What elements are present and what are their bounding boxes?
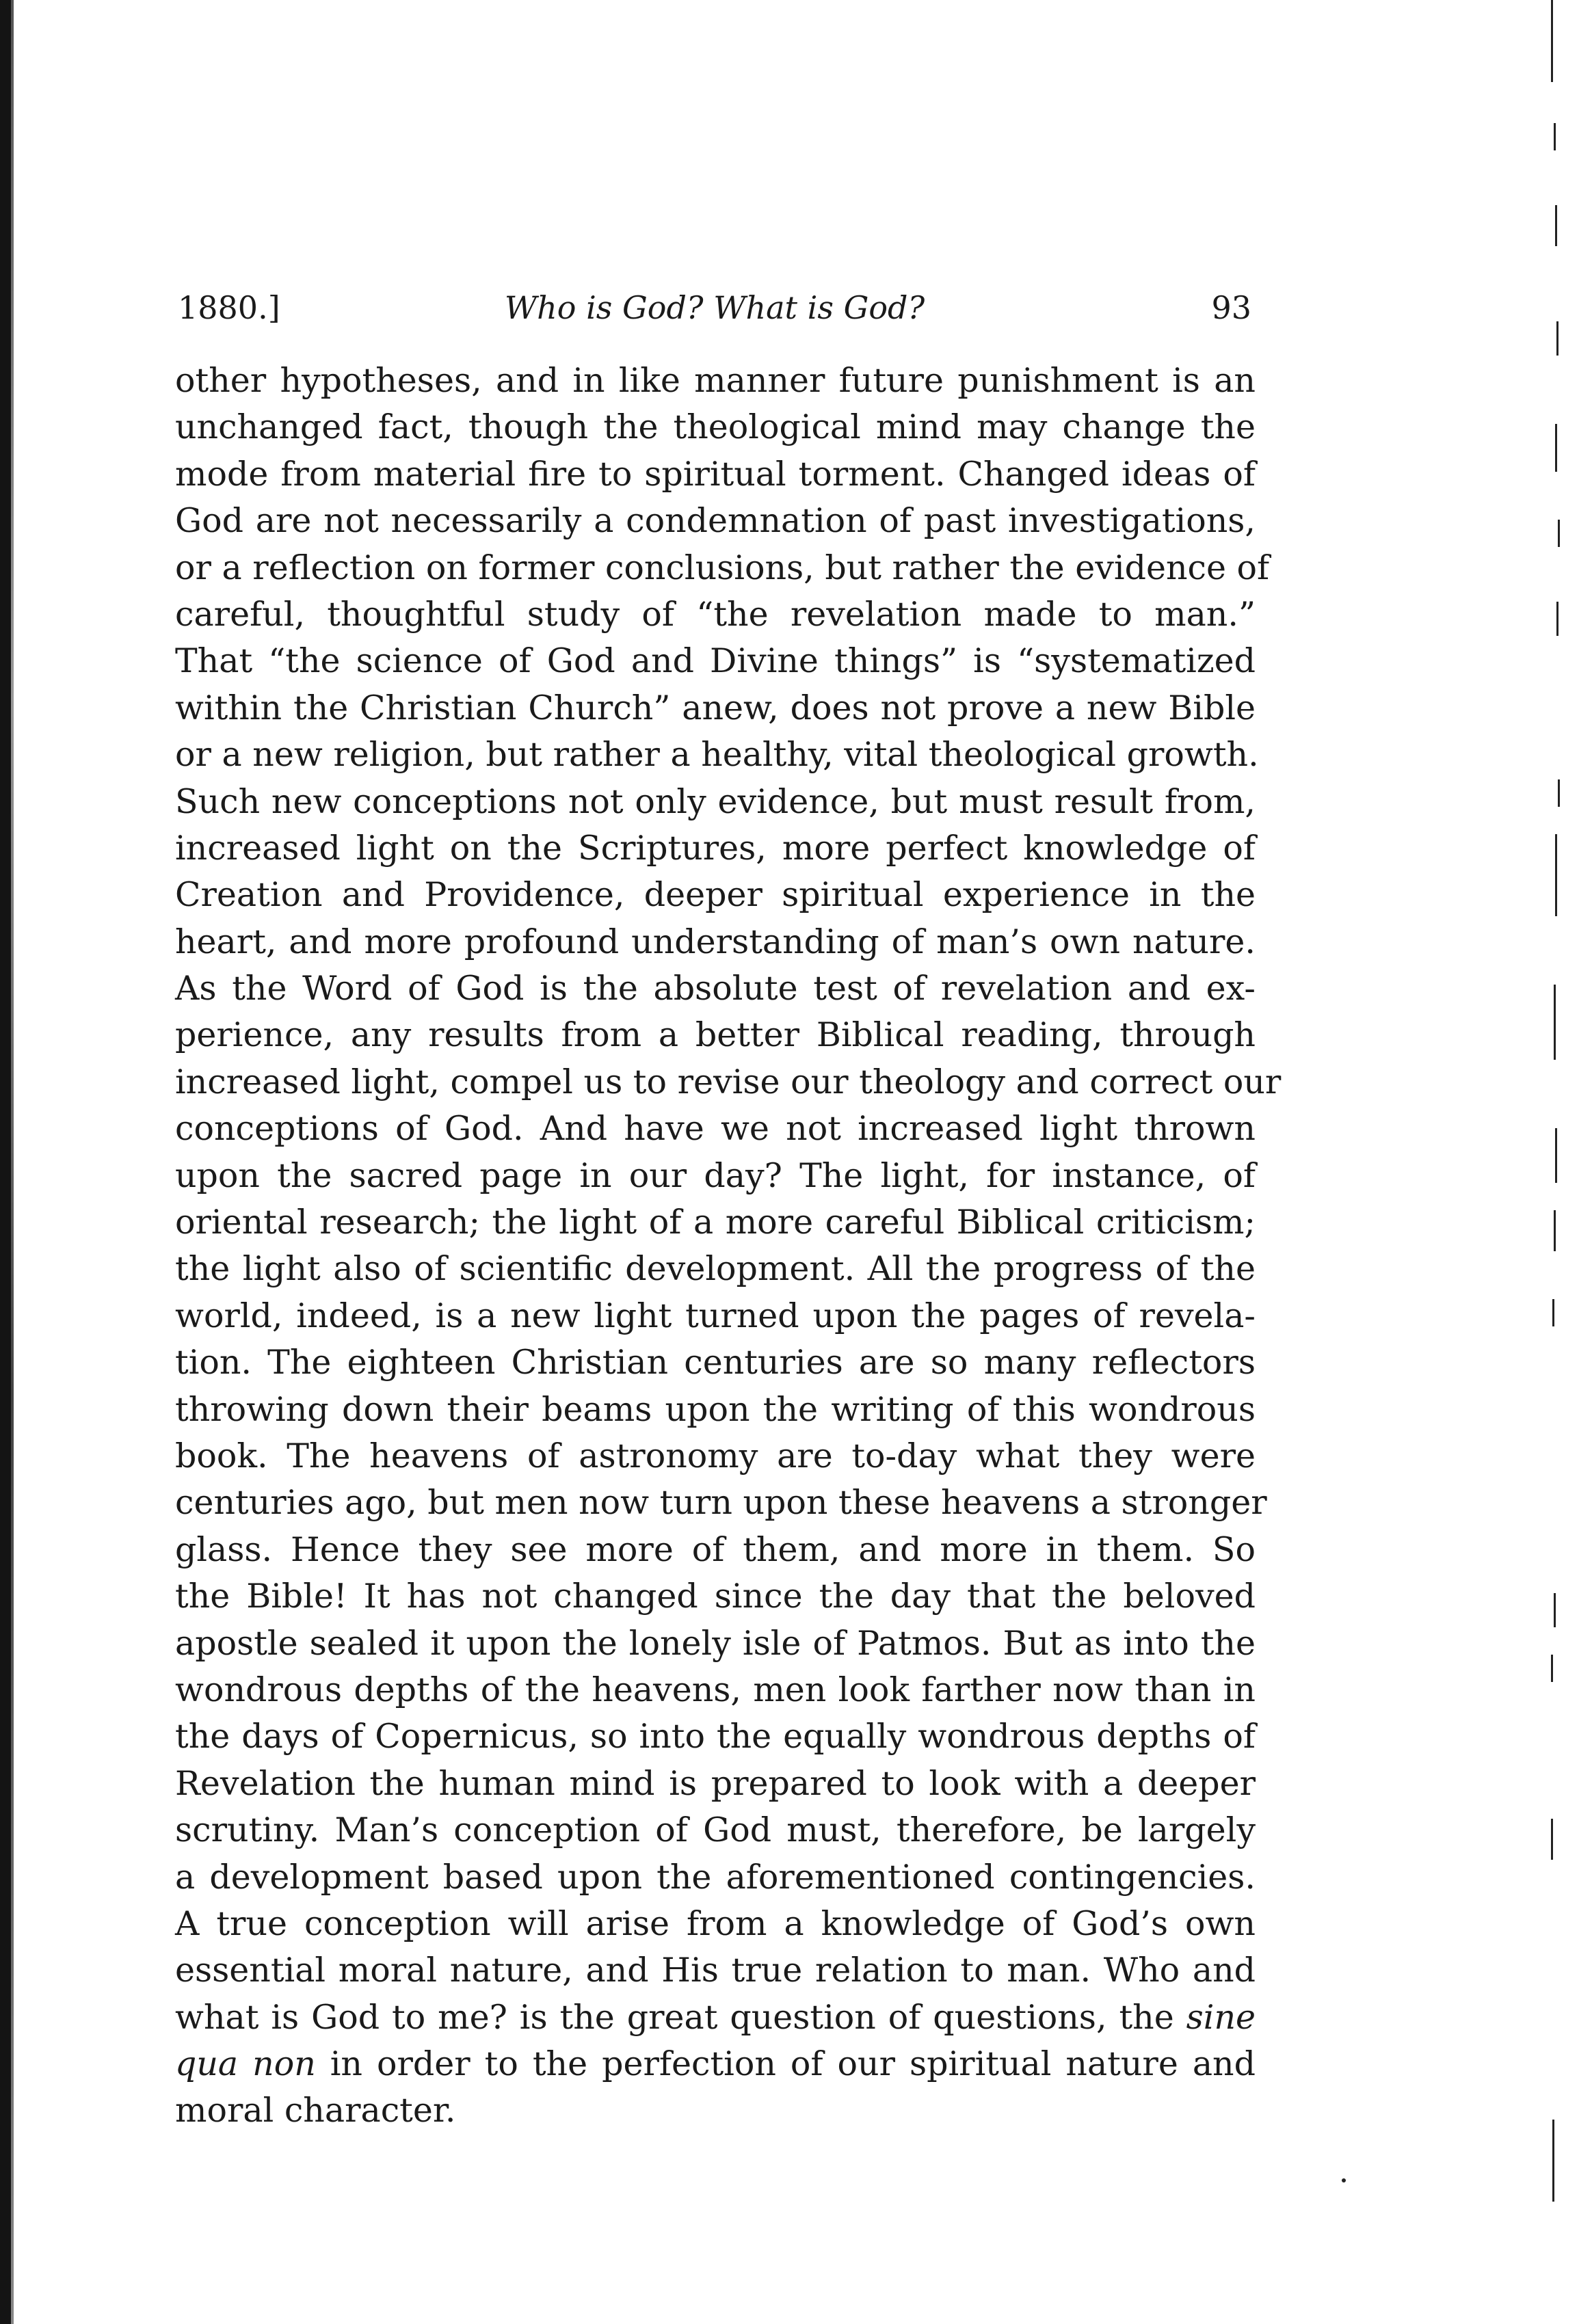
text-line: the Bible! It has not changed since the day that the beloved (175, 1577, 1256, 1616)
text-line: glass. Hence they see more of them, and more in them. So (175, 1530, 1256, 1569)
text-segment: in order to the perfection of our spiritual nature and (315, 2044, 1256, 2084)
text-segment: what is God to me? is the great question of questions, the (175, 1997, 1186, 2037)
body-paragraph (175, 358, 1282, 2135)
text-line: world, indeed, is a new light turned upon the pages of revela- (175, 1296, 1256, 1335)
text-line: tion. The eighteen Christian centuries are so many reflectors (175, 1343, 1256, 1383)
text-line: unchanged fact, though the theological mind may change the (175, 408, 1256, 447)
text-line: increased light on the Scriptures, more perfect knowledge of (175, 828, 1256, 868)
text-line: a development based upon the aforementioned contingencies. (175, 1857, 1256, 1897)
text-line: careful, thoughtful study of “the revelation made to man.” (175, 594, 1256, 634)
running-head-title: Who is God? What is God? (504, 289, 925, 326)
text-line: book. The heavens of astronomy are to-day what they were (175, 1436, 1256, 1475)
text-line: wondrous depths of the heavens, men look farther now than in (175, 1670, 1256, 1709)
text-line: conceptions of God. And have we not increased light thrown (175, 1109, 1256, 1149)
text-line: oriental research; the light of a more careful Biblical criticism; (175, 1203, 1256, 1242)
text-line: or a reflection on former conclusions, but rather the evidence of (175, 548, 1270, 587)
text-line: other hypotheses, and in like manner future punishment is an (175, 361, 1256, 400)
italic-phrase: sine (1186, 1997, 1256, 2037)
running-head (178, 287, 1251, 328)
text-line: upon the sacred page in our day? The light, for instance, of (175, 1156, 1256, 1195)
text-line: the days of Copernicus, so into the equally wondrous depths of (175, 1717, 1256, 1757)
text-line: A true conception will arise from a knowledge of God’s own (175, 1904, 1256, 1943)
page-number: 93 (1211, 289, 1251, 326)
text-line: mode from material fire to spiritual torment. Changed ideas of (175, 454, 1256, 494)
text-line-final: moral character. (175, 2091, 456, 2131)
text-line: centuries ago, but men now turn upon these heavens a stronger (175, 1483, 1267, 1523)
text-line: That “the science of God and Divine things” is “systematized (175, 641, 1256, 681)
page-speck (1342, 2178, 1346, 2182)
text-line-with-italic (175, 2041, 1256, 2087)
text-line: scrutiny. Man’s conception of God must, therefore, be largely (175, 1811, 1256, 1850)
text-line: Creation and Providence, deeper spiritual experience in the (175, 875, 1256, 915)
text-line: within the Christian Church” anew, does not prove a new Bible (175, 688, 1256, 727)
text-line-with-italic (175, 1994, 1256, 2041)
text-line: Such new conceptions not only evidence, but must result from, (175, 782, 1256, 821)
text-line: God are not necessarily a condemnation of past investigations, (175, 501, 1256, 541)
left-binding-shadow (0, 0, 11, 2324)
left-binding-edge (11, 0, 14, 2324)
right-page-edge (1530, 0, 1592, 2324)
italic-phrase: qua non (175, 2044, 316, 2084)
text-line: throwing down their beams upon the writing of this wondrous (175, 1389, 1256, 1429)
text-line: or a new religion, but rather a healthy, vital theological growth. (175, 735, 1259, 775)
text-line: the light also of scientific development. All the progress of the (175, 1249, 1256, 1289)
text-line: As the Word of God is the absolute test of revelation and ex- (175, 969, 1256, 1009)
text-line: heart, and more profound understanding of man’s own nature. (175, 922, 1256, 961)
text-line: increased light, compel us to revise our theology and correct our (175, 1062, 1282, 1101)
text-line: Revelation the human mind is prepared to look with a deeper (175, 1763, 1256, 1803)
text-line: apostle sealed it upon the lonely isle of Patmos. But as into the (175, 1623, 1256, 1663)
text-line: perience, any results from a better Biblical reading, through (175, 1015, 1256, 1055)
running-head-year: 1880.] (178, 289, 280, 326)
text-line: essential moral nature, and His true relation to man. Who and (175, 1951, 1256, 1990)
